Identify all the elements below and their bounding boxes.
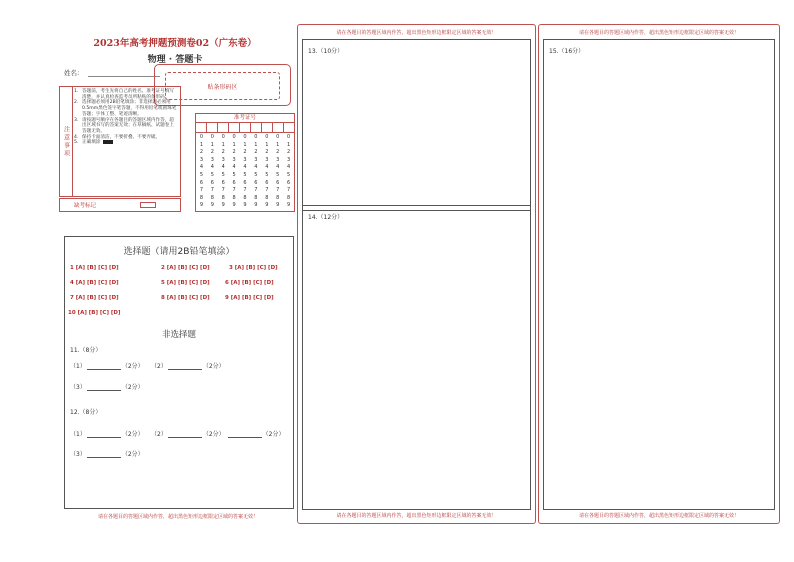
- panel-bottom-warning: 请在各题目的答题区域内作答，超出黑色矩形边框限定区域的答案无效！: [578, 513, 739, 519]
- exam-digit-bubble[interactable]: 3: [210, 156, 214, 163]
- exam-number-grid: [195, 113, 295, 212]
- choice-q3[interactable]: 3 [A] [B] [C] [D]: [229, 265, 278, 271]
- exam-digit-bubble[interactable]: 3: [276, 156, 280, 163]
- exam-digit-bubble[interactable]: 4: [265, 164, 269, 171]
- exam-digit-bubble[interactable]: 2: [210, 149, 214, 156]
- exam-digit-bubble[interactable]: 8: [210, 194, 214, 201]
- exam-digit-bubble[interactable]: 7: [254, 187, 258, 194]
- q12-blank-1[interactable]: （1） （2分）: [70, 431, 144, 438]
- exam-digit-bubble[interactable]: 8: [243, 194, 247, 201]
- footer-warning-left: 请在各题目的答题区域内作答，超出黑色矩形边框限定区域的答案无效！: [97, 514, 258, 520]
- exam-digit-bubble[interactable]: 2: [221, 149, 225, 156]
- exam-digit-bubble[interactable]: 8: [286, 194, 291, 201]
- exam-digit-bubble[interactable]: 0: [232, 134, 236, 140]
- exam-digit-bubble[interactable]: 1: [286, 141, 291, 148]
- exam-digit-bubble[interactable]: 7: [232, 187, 236, 194]
- answer-panel-right: [538, 24, 780, 524]
- choice-q1[interactable]: 1 [A] [B] [C] [D]: [70, 265, 119, 271]
- name-row: [64, 68, 160, 77]
- exam-number-cell[interactable]: [284, 123, 294, 132]
- exam-digit-bubble[interactable]: 8: [221, 194, 225, 201]
- choice-q8[interactable]: 8 [A] [B] [C] [D]: [161, 295, 210, 301]
- exam-digit-bubble[interactable]: 4: [286, 164, 291, 171]
- exam-digit-bubble[interactable]: 7: [243, 187, 247, 194]
- exam-digit-bubble[interactable]: 9: [254, 202, 258, 209]
- exam-digit-bubble[interactable]: 2: [199, 149, 204, 156]
- exam-digit-bubble[interactable]: 7: [265, 187, 269, 194]
- exam-digit-bubble[interactable]: 5: [221, 171, 225, 178]
- note-item: 1. 答题前，考生先将自己的姓名、准考证号填写清楚，并认真检查监考员所粘贴的条形码。: [74, 89, 174, 100]
- exam-digit-bubble[interactable]: 3: [243, 156, 247, 163]
- exam-digit-column[interactable]: [218, 134, 229, 210]
- exam-number-cell[interactable]: [273, 123, 284, 132]
- exam-digit-bubble[interactable]: 1: [254, 141, 258, 148]
- exam-digit-bubble[interactable]: 8: [254, 194, 258, 201]
- exam-digit-bubble[interactable]: 0: [243, 134, 247, 140]
- exam-digit-bubble[interactable]: 5: [243, 171, 247, 178]
- exam-digit-bubble[interactable]: 4: [254, 164, 258, 171]
- note-item: 3. 请按题号顺序在各题目的答题区域内作答，超出区域书写的答案无效；在草稿纸、试题卷上答题无效。: [74, 117, 174, 134]
- barcode-slot: [165, 72, 280, 100]
- exam-number-cell[interactable]: [218, 123, 229, 132]
- exam-digit-bubble[interactable]: 4: [243, 164, 247, 171]
- page-subtitle: 物理 · 答题卡: [147, 55, 203, 65]
- q14-answer-area[interactable]: [302, 205, 531, 510]
- exam-digit-bubble[interactable]: 3: [286, 156, 291, 163]
- exam-digit-bubble[interactable]: 1: [210, 141, 214, 148]
- q11-blank-2[interactable]: （2） （2分）: [151, 363, 225, 370]
- exam-digit-bubble[interactable]: 6: [221, 179, 225, 186]
- barcode-label: 贴条形码区: [207, 83, 238, 91]
- exam-digit-bubble[interactable]: 5: [232, 171, 236, 178]
- exam-digit-column[interactable]: [283, 134, 294, 210]
- choice-q7[interactable]: 7 [A] [B] [C] [D]: [70, 295, 119, 301]
- panel-bottom-warning: 请在各题目的答题区域内作答，超出黑色矩形边框限定区域的答案无效！: [336, 513, 497, 519]
- exam-digit-bubble[interactable]: 7: [276, 187, 280, 194]
- notes-label: 注意事项: [60, 87, 73, 196]
- exam-digit-bubble[interactable]: 0: [286, 134, 291, 140]
- exam-digit-bubble[interactable]: 2: [276, 149, 280, 156]
- exam-digit-bubble[interactable]: 3: [221, 156, 225, 163]
- choice-q5[interactable]: 5 [A] [B] [C] [D]: [161, 280, 210, 286]
- exam-digit-bubble[interactable]: 7: [199, 187, 204, 194]
- exam-digit-bubble[interactable]: 9: [199, 202, 204, 209]
- answer-panel-middle: [297, 24, 536, 524]
- q13-answer-area[interactable]: [302, 39, 531, 211]
- q13-heading: 13.（10分）: [308, 48, 344, 55]
- q15-heading: 15.（16分）: [549, 48, 585, 55]
- exam-digit-bubble[interactable]: 6: [232, 179, 236, 186]
- choice-q6[interactable]: 6 [A] [B] [C] [D]: [225, 280, 274, 286]
- exam-digit-bubble[interactable]: 0: [210, 134, 214, 140]
- exam-digit-bubble[interactable]: 2: [265, 149, 269, 156]
- exam-digit-bubble[interactable]: 6: [254, 179, 258, 186]
- panel-top-warning: 请在各题目的答题区域内作答，超出黑色矩形边框限定区域的答案无效！: [336, 30, 497, 36]
- exam-digit-bubble[interactable]: 5: [254, 171, 258, 178]
- exam-digit-bubble[interactable]: 9: [221, 202, 225, 209]
- exam-digit-bubble[interactable]: 7: [286, 187, 291, 194]
- exam-number-cell[interactable]: [207, 123, 218, 132]
- exam-digit-bubble[interactable]: 4: [199, 164, 204, 171]
- exam-digit-bubble[interactable]: 3: [199, 156, 204, 163]
- exam-digit-column[interactable]: [261, 134, 272, 210]
- q14-heading: 14.（12分）: [308, 214, 344, 221]
- exam-digit-bubble[interactable]: 9: [232, 202, 236, 209]
- exam-digit-bubble[interactable]: 4: [276, 164, 280, 171]
- exam-digit-bubble[interactable]: 6: [276, 179, 280, 186]
- exam-digit-bubble[interactable]: 8: [199, 194, 204, 201]
- q11-blank-1[interactable]: （1） （2分）: [70, 363, 144, 370]
- exam-digit-bubble[interactable]: 4: [221, 164, 225, 171]
- exam-digit-bubble[interactable]: 1: [221, 141, 225, 148]
- exam-digit-column[interactable]: [240, 134, 251, 210]
- exam-digit-bubble[interactable]: 2: [232, 149, 236, 156]
- exam-digit-bubble[interactable]: 1: [276, 141, 280, 148]
- choice-section-title: 选择题（请用2B铅笔填涂）: [123, 247, 235, 257]
- exam-number-cell[interactable]: [251, 123, 262, 132]
- exam-digit-bubble[interactable]: 0: [254, 134, 258, 140]
- exam-digit-bubble[interactable]: 9: [243, 202, 247, 209]
- exam-number-title: 准考证号: [196, 114, 294, 123]
- exam-digit-bubble[interactable]: 0: [265, 134, 269, 140]
- exam-digit-bubble[interactable]: 9: [265, 202, 269, 209]
- q11-blank-3[interactable]: （3） （2分）: [70, 384, 144, 391]
- note-item: 4. 保持卡面清洁，不要折叠、不要弄破。: [74, 134, 161, 140]
- exam-digit-bubble[interactable]: 1: [265, 141, 269, 148]
- exam-digit-bubble[interactable]: 3: [265, 156, 269, 163]
- exam-digit-bubble[interactable]: 8: [276, 194, 280, 201]
- name-input-line[interactable]: [88, 76, 160, 77]
- choice-q4[interactable]: 4 [A] [B] [C] [D]: [70, 280, 119, 286]
- exam-digit-bubble[interactable]: 3: [254, 156, 258, 163]
- exam-digit-bubble[interactable]: 6: [265, 179, 269, 186]
- exam-number-write-cells[interactable]: [196, 123, 294, 133]
- exam-digit-bubble[interactable]: 4: [210, 164, 214, 171]
- exam-digit-bubble[interactable]: 5: [210, 171, 214, 178]
- exam-digit-bubble[interactable]: 9: [210, 202, 214, 209]
- absent-label: 缺考标记: [74, 203, 97, 209]
- exam-number-cell[interactable]: [196, 123, 207, 132]
- exam-digit-column[interactable]: [196, 134, 207, 210]
- name-label: 姓名：: [64, 69, 84, 77]
- exam-number-cell[interactable]: [229, 123, 240, 132]
- exam-digit-bubble[interactable]: 0: [199, 134, 204, 140]
- exam-number-cell[interactable]: [240, 123, 251, 132]
- exam-digit-bubble[interactable]: 8: [232, 194, 236, 201]
- exam-digit-bubble[interactable]: 5: [276, 171, 280, 178]
- exam-number-bubbles[interactable]: [196, 134, 294, 210]
- q12-heading: 12.（8分）: [70, 409, 102, 416]
- exam-digit-bubble[interactable]: 7: [210, 187, 214, 194]
- nonchoice-section-title: 非选择题: [161, 330, 196, 340]
- filled-sample-mark: [103, 140, 113, 144]
- note-item: 5. 正确填涂: [74, 140, 178, 146]
- exam-digit-bubble[interactable]: 6: [243, 179, 247, 186]
- exam-digit-bubble[interactable]: 0: [276, 134, 280, 140]
- exam-digit-column[interactable]: [229, 134, 240, 210]
- exam-digit-bubble[interactable]: 9: [276, 202, 280, 209]
- exam-digit-column[interactable]: [250, 134, 261, 210]
- exam-number-cell[interactable]: [262, 123, 273, 132]
- exam-digit-bubble[interactable]: 2: [286, 149, 291, 156]
- exam-digit-bubble[interactable]: 1: [243, 141, 247, 148]
- exam-digit-column[interactable]: [272, 134, 283, 210]
- absent-mark-row: [59, 198, 181, 212]
- choice-q2[interactable]: 2 [A] [B] [C] [D]: [161, 265, 210, 271]
- exam-digit-bubble[interactable]: 1: [232, 141, 236, 148]
- exam-digit-bubble[interactable]: 2: [254, 149, 258, 156]
- choice-q9[interactable]: 9 [A] [B] [C] [D]: [225, 295, 274, 301]
- absent-checkbox[interactable]: [140, 202, 156, 208]
- exam-digit-bubble[interactable]: 8: [265, 194, 269, 201]
- exam-digit-bubble[interactable]: 9: [286, 202, 291, 209]
- q15-answer-area[interactable]: [543, 39, 775, 510]
- exam-digit-bubble[interactable]: 6: [199, 179, 204, 186]
- q12-blank-2[interactable]: （2） （2分） （2分）: [151, 431, 285, 438]
- exam-digit-bubble[interactable]: 1: [199, 141, 204, 148]
- exam-digit-bubble[interactable]: 7: [221, 187, 225, 194]
- exam-digit-bubble[interactable]: 3: [232, 156, 236, 163]
- exam-digit-bubble[interactable]: 4: [232, 164, 236, 171]
- choice-q10[interactable]: 10 [A] [B] [C] [D]: [68, 310, 121, 316]
- q12-blank-3[interactable]: （3） （2分）: [70, 451, 144, 458]
- note-item: 2. 选择题必须用2B铅笔填涂；非选择题必须用0.5mm黑色签字笔答题，不得用铅笔或圆珠笔答题；字体工整、笔迹清晰。: [74, 100, 177, 117]
- exam-digit-column[interactable]: [207, 134, 218, 210]
- exam-digit-bubble[interactable]: 6: [210, 179, 214, 186]
- notes-box: [59, 86, 181, 197]
- q11-heading: 11.（8分）: [70, 347, 102, 354]
- exam-digit-bubble[interactable]: 5: [286, 171, 291, 178]
- exam-digit-bubble[interactable]: 0: [221, 134, 225, 140]
- page-title: 2023年高考押题预测卷02（广东卷）: [93, 38, 257, 49]
- exam-digit-bubble[interactable]: 5: [199, 171, 204, 178]
- answer-box-main: [64, 236, 294, 509]
- exam-digit-bubble[interactable]: 5: [265, 171, 269, 178]
- panel-top-warning: 请在各题目的答题区域内作答，超出黑色矩形边框限定区域的答案无效！: [578, 30, 739, 36]
- notes-list: [74, 89, 178, 146]
- exam-digit-bubble[interactable]: 6: [286, 179, 291, 186]
- exam-digit-bubble[interactable]: 2: [243, 149, 247, 156]
